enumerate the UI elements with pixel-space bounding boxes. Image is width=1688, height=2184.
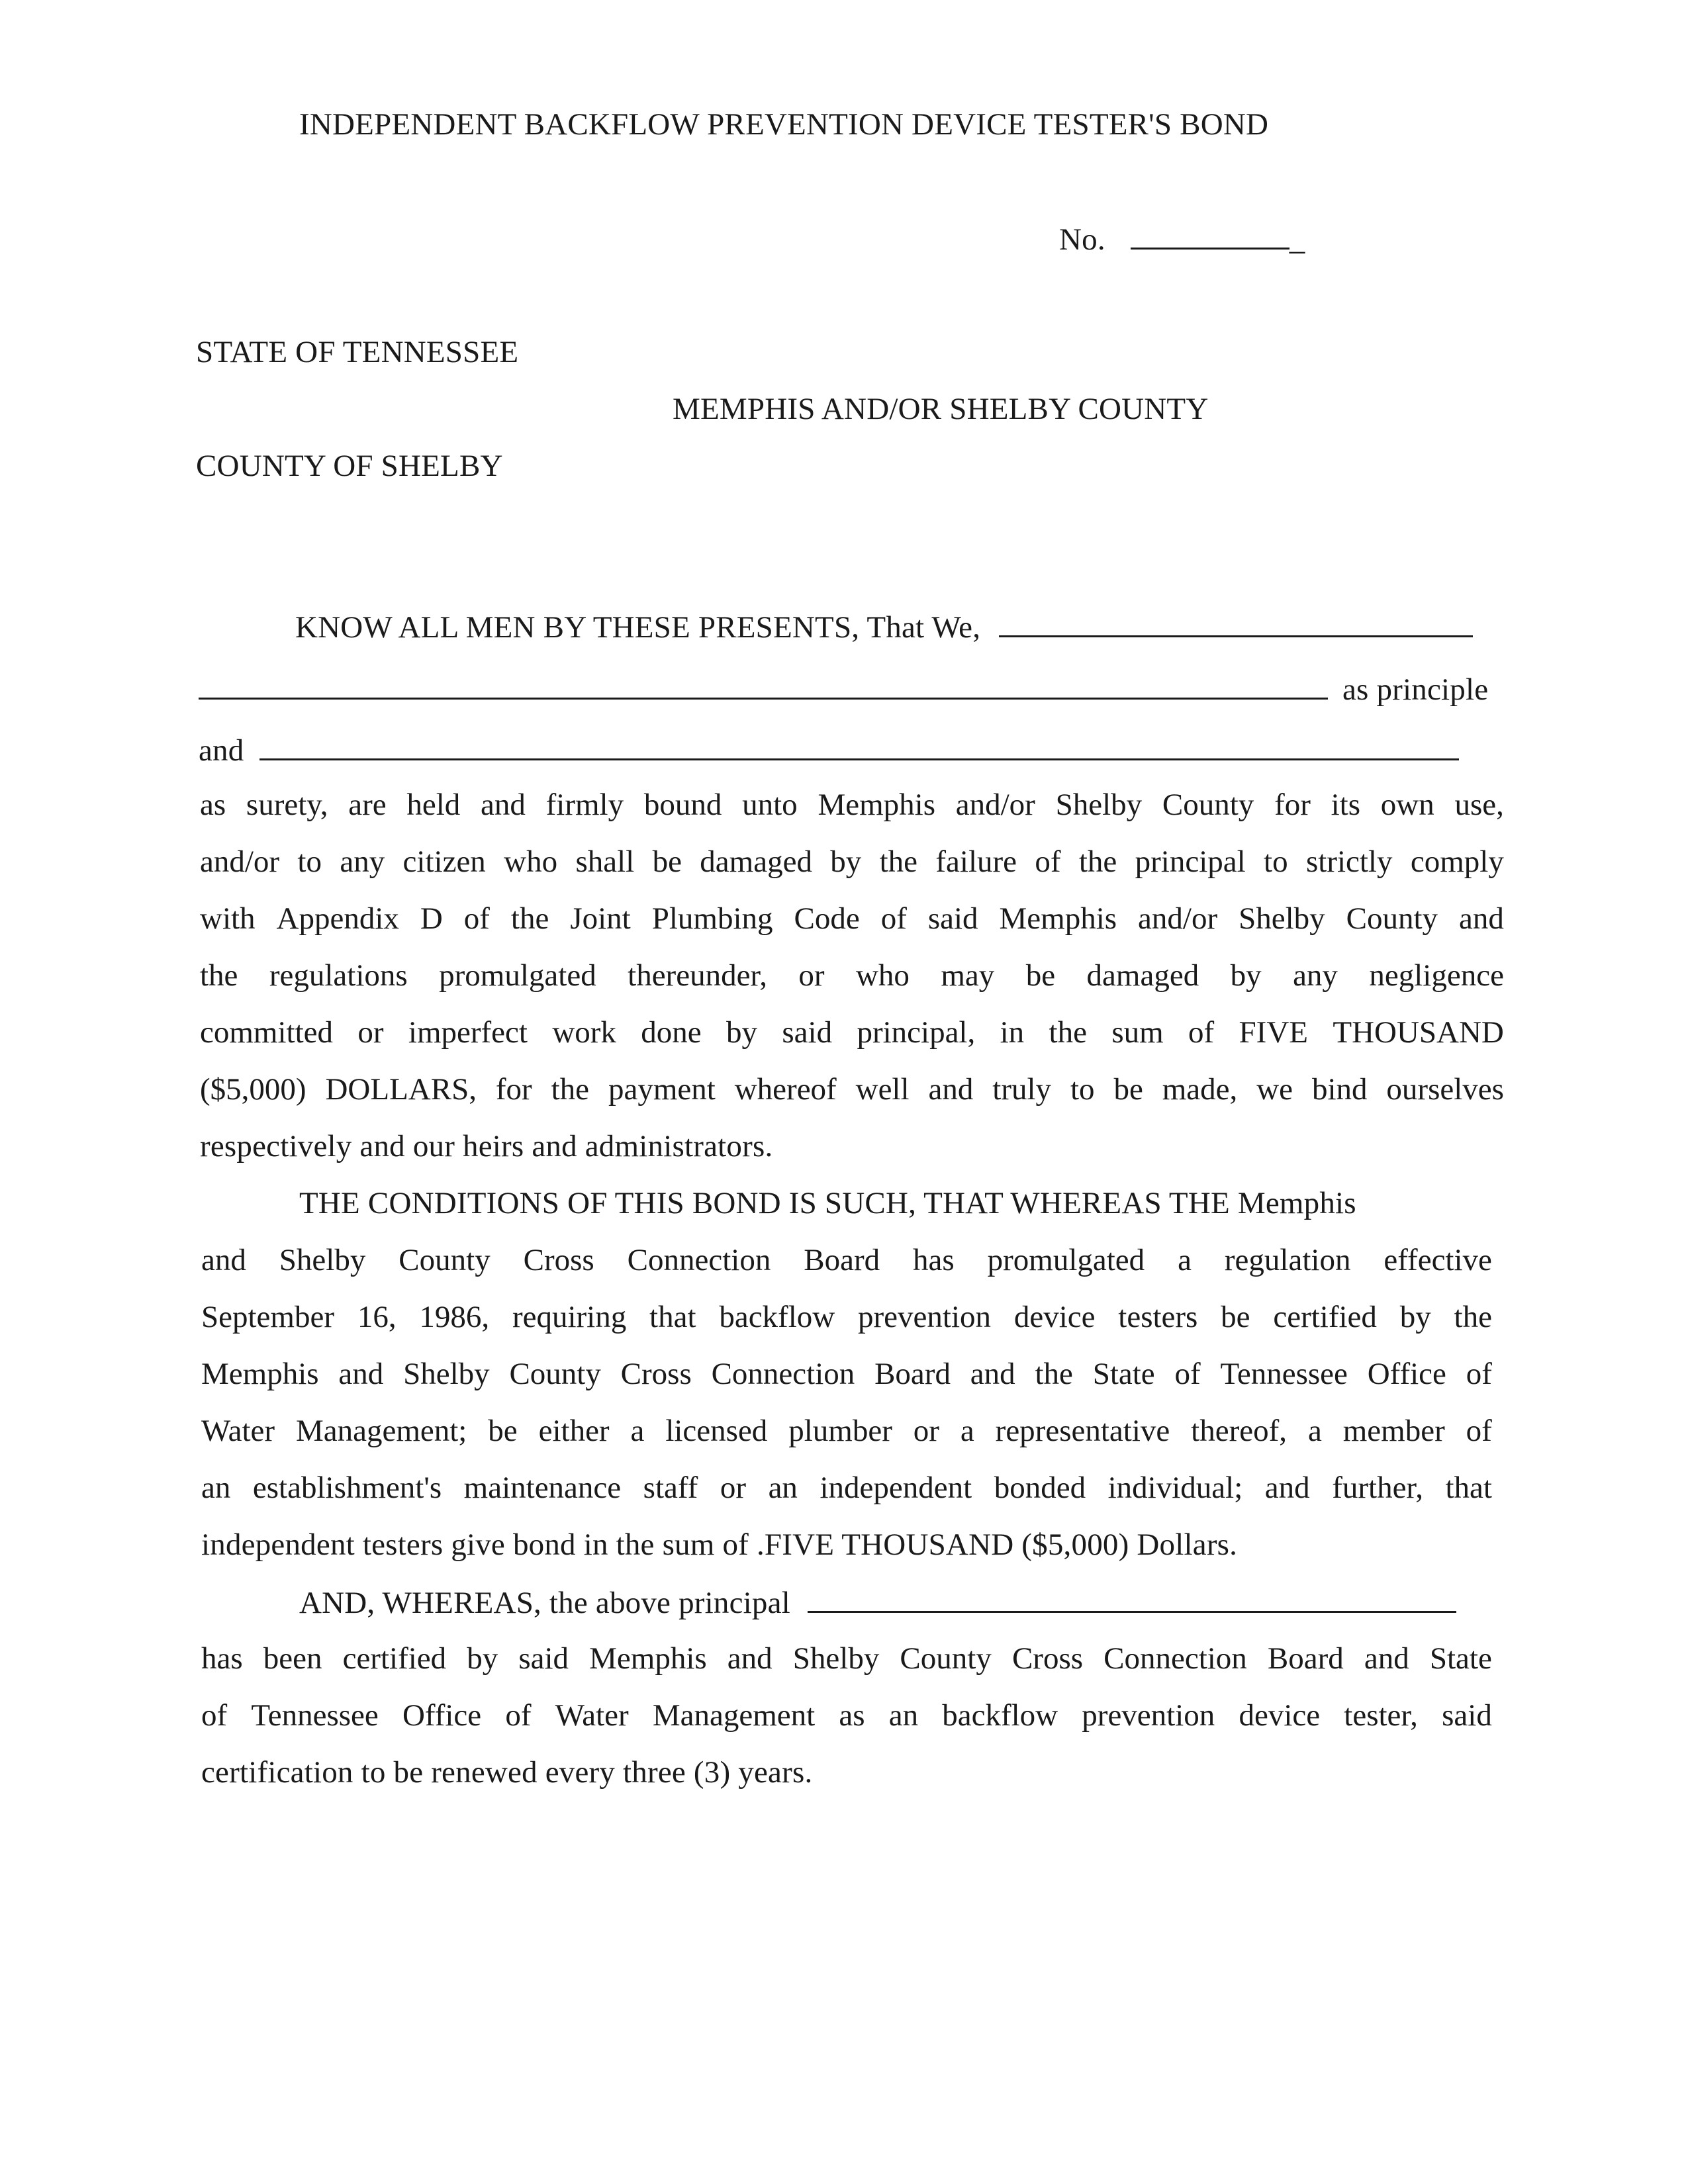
bond-number-row [1059, 218, 1305, 259]
para2-line: and Shelby County Cross Connection Board has promulgated a regulation effective [201, 1243, 1492, 1277]
bond-number-label: No. [1059, 222, 1105, 257]
jurisdiction-label: MEMPHIS AND/OR SHELBY COUNTY [673, 392, 1209, 426]
para3-line: of Tennessee Office of Water Management as an backflow prevention device tester, said [201, 1698, 1492, 1733]
para2-line: Water Management; be either a licensed plumber or a representative thereof, a member of [201, 1414, 1492, 1448]
principal-name-field[interactable] [999, 606, 1473, 637]
document-title: INDEPENDENT BACKFLOW PREVENTION DEVICE TESTER'S BOND [299, 107, 1269, 142]
para1-line: respectively and our heirs and administrators. [200, 1129, 773, 1163]
bond-number-tail: _ [1289, 222, 1305, 257]
para1-line: and/or to any citizen who shall be damaged by the failure of the principal to strictly comply [200, 844, 1504, 879]
county-label: COUNTY OF SHELBY [196, 449, 503, 483]
surety-name-field[interactable] [259, 729, 1459, 760]
para3-line: has been certified by said Memphis and Shelby County Cross Connection Board and State [201, 1641, 1492, 1676]
state-label: STATE OF TENNESSEE [196, 335, 519, 369]
know-all-text: KNOW ALL MEN BY THESE PRESENTS, That We, [295, 610, 981, 645]
para2-line: THE CONDITIONS OF THIS BOND IS SUCH, THAT WHEREAS THE Memphis [299, 1186, 1356, 1220]
para3-line: certification to be renewed every three (3) years. [201, 1755, 813, 1790]
para3-first-row [299, 1582, 1456, 1623]
para2-line: independent testers give bond in the sum of .FIVE THOUSAND ($5,000) Dollars. [201, 1527, 1238, 1562]
surety-row [199, 729, 1459, 770]
para1-line: as surety, are held and firmly bound unto Memphis and/or Shelby County for its own use, [200, 788, 1504, 822]
para1-line: with Appendix D of the Joint Plumbing Code of said Memphis and/or Shelby County and [200, 901, 1504, 936]
para2-line: Memphis and Shelby County Cross Connection Board and the State of Tennessee Office of [201, 1357, 1492, 1391]
and-label: and [199, 733, 244, 768]
as-principle-label: as principle [1342, 672, 1489, 707]
para1-line: ($5,000) DOLLARS, for the payment whereof well and truly to be made, we bind ourselves [200, 1072, 1504, 1107]
certified-principal-field[interactable] [808, 1582, 1456, 1613]
principal-row [199, 668, 1488, 709]
para2-line: September 16, 1986, requiring that backflow prevention device testers be certified by the [201, 1300, 1492, 1334]
para3-first-text: AND, WHEREAS, the above principal [299, 1586, 790, 1620]
para1-line: committed or imperfect work done by said principal, in the sum of FIVE THOUSAND [200, 1015, 1504, 1050]
para1-line: the regulations promulgated thereunder, or who may be damaged by any negligence [200, 958, 1504, 993]
know-all-row [295, 606, 1473, 647]
bond-number-field[interactable] [1131, 218, 1289, 250]
principal-name-continued-field[interactable] [199, 668, 1328, 700]
para2-line: an establishment's maintenance staff or an independent bonded individual; and further, that [201, 1471, 1492, 1505]
